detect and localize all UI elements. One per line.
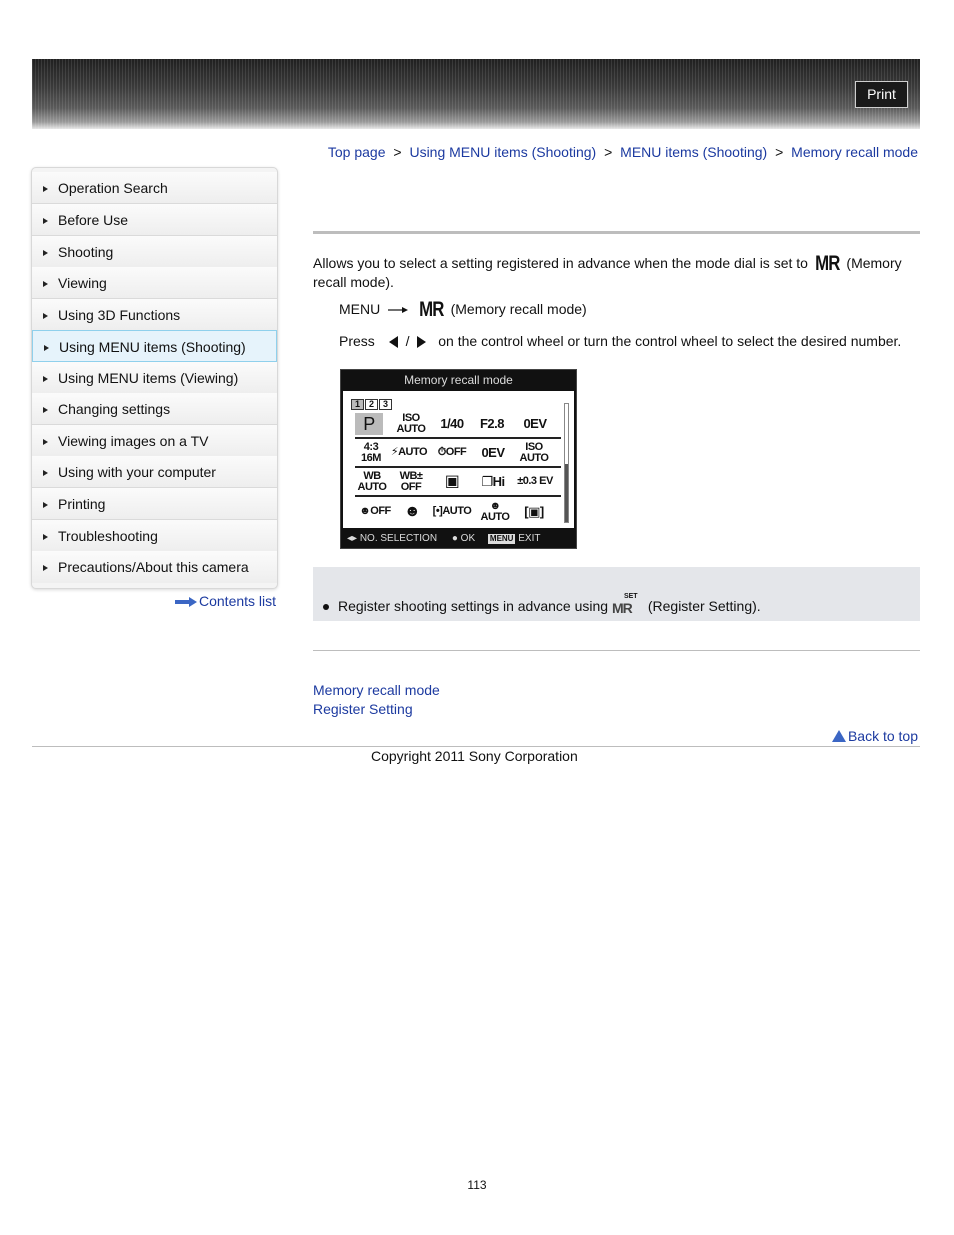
focus-frame-cell: [▣] <box>524 504 544 519</box>
arrow-right-icon <box>388 306 408 314</box>
step-menu-path <box>339 298 587 321</box>
footer-divider <box>32 746 920 747</box>
sidebar-item-precautions[interactable] <box>32 551 277 583</box>
sidebar-item-label: Using MENU items (Viewing) <box>58 370 239 386</box>
focus-area-cell: [•]AUTO <box>432 505 472 517</box>
iso-auto-cell: ISO AUTO <box>519 440 549 464</box>
flash-ev-cell: 0EV <box>481 445 505 460</box>
ev-offset-cell: ±0.3 EV <box>517 475 553 487</box>
triangle-right-icon <box>43 250 48 256</box>
drive-mode-cell: ❐Hi <box>481 474 505 489</box>
triangle-right-icon <box>43 186 48 192</box>
menu-label: MENU <box>339 301 381 317</box>
smile-off-cell: ☻OFF <box>359 505 391 517</box>
back-to-top-link[interactable] <box>832 728 918 744</box>
soft-skin-cell: ☻AUTO <box>480 499 510 523</box>
sidebar-item-label: Viewing <box>58 275 107 291</box>
sidebar-nav <box>31 167 278 589</box>
settings-grid <box>355 410 561 526</box>
footer-nav-hint: ◂▸ NO. SELECTION <box>347 533 438 544</box>
note-item <box>323 593 761 616</box>
set-label: SET <box>623 593 638 600</box>
screen-tab: 1 <box>351 399 364 410</box>
slash-separator: / <box>405 333 410 349</box>
screen-panel <box>343 391 574 528</box>
sidebar-item-using-menu-viewing[interactable] <box>32 362 277 394</box>
mr-mode-icon: MR <box>419 298 444 321</box>
sidebar-item-label: Shooting <box>58 244 114 260</box>
program-mode-cell: P <box>355 413 383 435</box>
sidebar-item-printing[interactable] <box>32 488 277 520</box>
triangle-right-icon <box>43 565 48 571</box>
breadcrumb-separator: > <box>775 144 784 160</box>
print-button[interactable]: Print <box>855 81 908 108</box>
menu-target-label: (Memory recall mode) <box>450 301 587 317</box>
settings-row <box>355 497 561 526</box>
menu-key-icon: MENU <box>489 534 514 543</box>
sidebar-item-using-with-computer[interactable] <box>32 456 277 488</box>
triangle-right-icon <box>43 281 48 287</box>
sidebar-item-label: Changing settings <box>58 401 171 417</box>
step2-instruction: on the control wheel or turn the control wheel to select the desired number. <box>438 333 902 349</box>
triangle-right-icon <box>44 345 49 351</box>
triangle-up-icon <box>832 730 846 742</box>
screen-title: Memory recall mode <box>404 373 513 387</box>
self-timer-cell: ⏱OFF <box>437 446 467 458</box>
breadcrumb-top-page[interactable]: Top page <box>327 144 386 160</box>
breadcrumb-separator: > <box>604 144 613 160</box>
related-link-register-setting[interactable]: Register Setting <box>313 701 413 717</box>
triangle-right-icon <box>417 336 426 348</box>
iso-cell: ISO AUTO <box>396 411 426 435</box>
camera-screen-image <box>340 369 577 549</box>
note-box <box>313 567 920 621</box>
back-to-top-label: Back to top <box>847 728 918 744</box>
screen-footer <box>341 529 576 549</box>
breadcrumb-memory-recall-mode[interactable]: Memory recall mode <box>791 144 918 160</box>
mr-label: MR <box>611 600 632 616</box>
screen-scrollbar <box>564 403 569 523</box>
mr-set-icon <box>611 593 644 616</box>
header-banner <box>32 59 920 129</box>
note-text-after: (Register Setting). <box>647 598 761 614</box>
press-label: Press <box>339 333 375 349</box>
sidebar-item-label: Before Use <box>58 212 129 228</box>
footer-exit-hint: EXIT <box>518 533 541 544</box>
sidebar-item-label: Printing <box>58 496 106 512</box>
triangle-right-icon <box>43 534 48 540</box>
page-number: 113 <box>467 1178 487 1192</box>
triangle-right-icon <box>43 470 48 476</box>
ev-cell: 0EV <box>523 416 547 431</box>
contents-list-link[interactable] <box>175 593 276 609</box>
aperture-cell: F2.8 <box>479 416 504 431</box>
triangle-right-icon <box>43 407 48 413</box>
contents-list-label: Contents list <box>199 593 277 609</box>
triangle-right-icon <box>43 218 48 224</box>
related-link-memory-recall[interactable]: Memory recall mode <box>313 682 440 698</box>
white-balance-cell: WB AUTO <box>357 469 387 493</box>
sidebar-item-viewing[interactable] <box>32 267 277 299</box>
sidebar-item-using-3d-functions[interactable] <box>32 299 277 331</box>
title-divider <box>313 231 920 234</box>
sidebar-item-label: Using 3D Functions <box>58 307 181 323</box>
triangle-right-icon <box>43 439 48 445</box>
settings-row <box>355 410 561 439</box>
sidebar-item-label: Using with your computer <box>58 464 216 480</box>
screen-tabs <box>351 394 393 410</box>
triangle-left-icon <box>389 336 398 348</box>
triangle-right-icon <box>43 313 48 319</box>
mr-mode-icon: MR <box>814 252 840 275</box>
note-text-before: Register shooting settings in advance using <box>338 598 609 614</box>
sidebar-item-operation-search[interactable] <box>32 172 277 204</box>
face-detect-cell: ☻ <box>403 503 421 520</box>
flash-cell: ⚡AUTO <box>390 446 428 458</box>
sidebar-item-changing-settings[interactable] <box>32 393 277 425</box>
breadcrumb-separator: > <box>393 144 402 160</box>
shutter-cell: 1/40 <box>440 416 464 431</box>
sidebar-item-shooting[interactable] <box>32 236 277 268</box>
metering-cell: ▣ <box>444 473 460 490</box>
triangle-right-icon <box>43 376 48 382</box>
image-size-cell: 4:3 16M <box>361 440 381 464</box>
copyright-text: Copyright 2011 Sony Corporation <box>371 748 578 764</box>
triangle-right-icon <box>43 502 48 508</box>
step-select-number <box>339 333 901 349</box>
sidebar-item-troubleshooting[interactable] <box>32 520 277 552</box>
settings-row <box>355 439 561 468</box>
sidebar-item-label: Troubleshooting <box>58 528 158 544</box>
sidebar-item-label: Operation Search <box>58 180 168 196</box>
settings-row <box>355 468 561 497</box>
screen-tab: 3 <box>379 399 392 410</box>
description-after: (Memory recall mode). <box>313 255 902 290</box>
footer-ok-hint: ● OK <box>451 533 476 544</box>
bullet-icon <box>323 604 329 610</box>
description-before: Allows you to select a setting registered in advance when the mode dial is set to <box>313 255 808 271</box>
sidebar-item-using-menu-shooting[interactable] <box>32 330 277 362</box>
description-text <box>313 254 913 291</box>
sidebar-item-label: Viewing images on a TV <box>58 433 209 449</box>
scroll-thumb <box>565 464 568 522</box>
breadcrumb-menu-items-shooting[interactable]: MENU items (Shooting) <box>620 144 768 160</box>
sidebar-item-label: Using MENU items (Shooting) <box>59 339 246 355</box>
sidebar-item-viewing-images-on-tv[interactable] <box>32 425 277 457</box>
breadcrumb <box>328 144 918 160</box>
breadcrumb-using-menu-shooting[interactable]: Using MENU items (Shooting) <box>409 144 597 160</box>
arrow-right-icon <box>175 597 197 607</box>
sidebar-item-label: Precautions/About this camera <box>58 559 249 575</box>
sidebar-item-before-use[interactable] <box>32 204 277 236</box>
related-divider <box>313 650 920 651</box>
screen-tab: 2 <box>365 399 378 410</box>
wb-shift-cell: WB± OFF <box>399 469 423 493</box>
